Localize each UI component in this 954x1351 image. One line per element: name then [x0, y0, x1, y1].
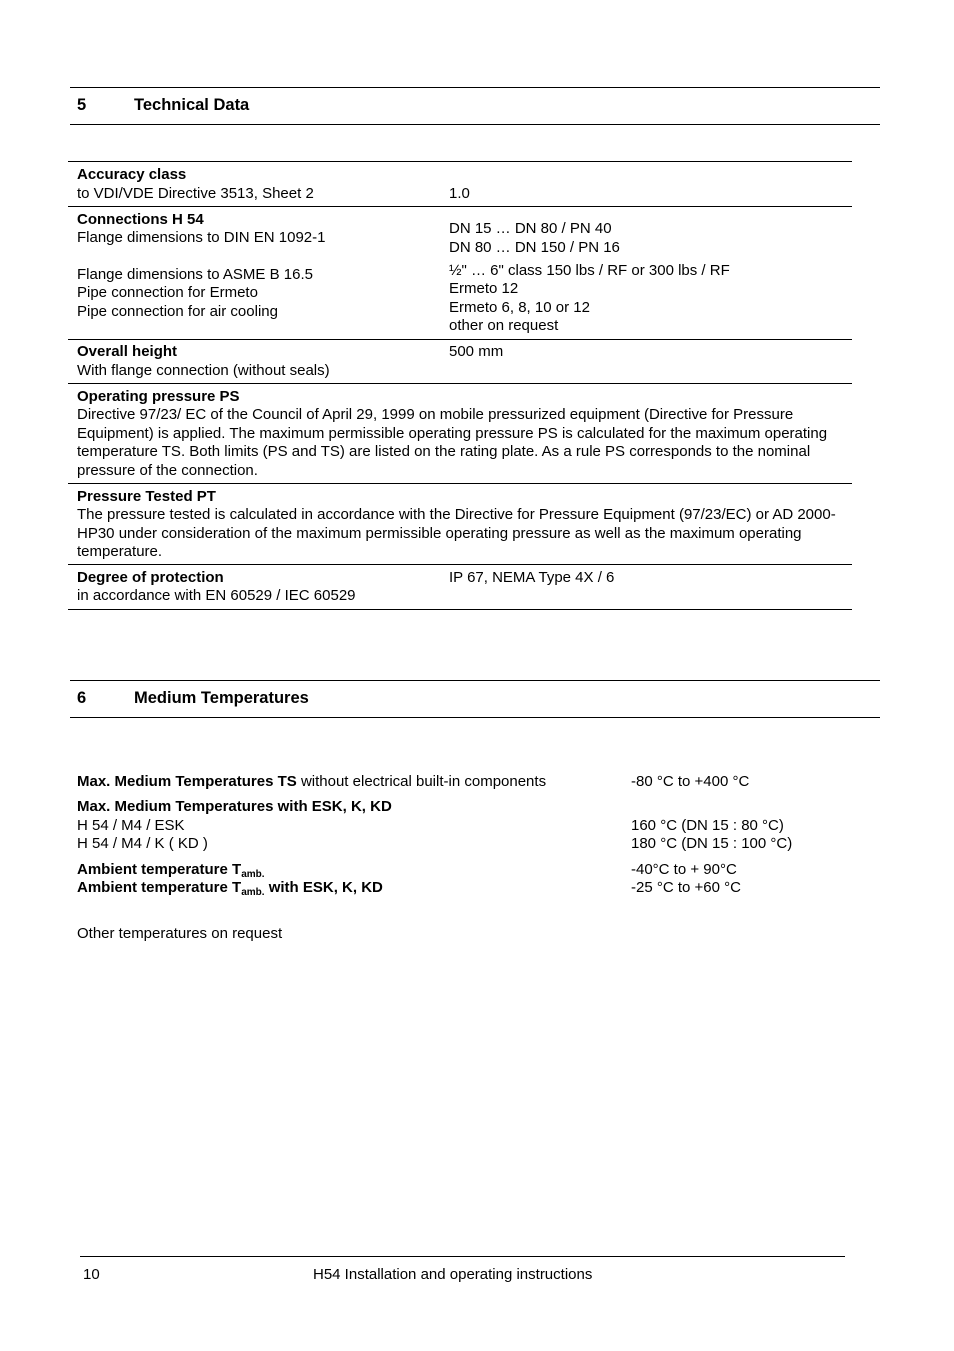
- height-value: 500 mm: [449, 343, 504, 360]
- connections-desc-ermeto: Pipe connection for Ermeto: [77, 284, 258, 301]
- height-label: Overall height: [77, 343, 178, 360]
- section5-bottom-rule: [70, 124, 880, 125]
- footer-rule: [80, 1256, 845, 1257]
- other-temperatures-note: Other temperatures on request: [77, 925, 283, 942]
- section6-bottom-rule: [70, 717, 880, 718]
- ambient2-suffix: with ESK, K, KD: [264, 879, 383, 896]
- height-desc: With flange connection (without seals): [77, 362, 330, 379]
- table-rule: [68, 339, 852, 340]
- table-rule: [68, 383, 852, 384]
- esk-line: H 54 / M4 / ESK: [77, 817, 185, 834]
- ambient-subscript: amb.: [241, 869, 265, 880]
- section6-top-rule: [70, 680, 880, 681]
- connections-desc-din: Flange dimensions to DIN EN 1092-1: [77, 229, 326, 246]
- accuracy-desc: to VDI/VDE Directive 3513, Sheet 2: [77, 185, 314, 202]
- connections-value-4: Ermeto 12: [449, 280, 519, 297]
- footer-title: H54 Installation and operating instructions: [313, 1266, 593, 1283]
- kd-line: H 54 / M4 / K ( KD ): [77, 835, 208, 852]
- ambient-value: -40°C to + 90°C: [631, 861, 737, 878]
- table-rule: [68, 609, 852, 610]
- connections-value-3: ½" … 6" class 150 lbs / RF or 300 lbs / RF: [449, 262, 730, 279]
- max-esk-label: Max. Medium Temperatures with ESK, K, KD: [77, 798, 392, 815]
- kd-value: 180 °C (DN 15 : 100 °C): [631, 835, 793, 852]
- section5-title: Technical Data: [134, 96, 250, 114]
- pressure-pt-label: Pressure Tested PT: [77, 488, 216, 505]
- section6-number: 6: [77, 689, 87, 707]
- ambient2-value: -25 °C to +60 °C: [631, 879, 741, 896]
- page-number: 10: [83, 1266, 100, 1283]
- pressure-ps-text: Directive 97/23/ EC of the Council of April 29, 1999 on mobile pressurized equipment (Directive for Pressure Equipment) is applied. The maximum permissible operating pressure PS is calculated for the maximum operating temperature TS. Both limits (PS and TS) are listed on the rating plate. As a rule PS corresponds to the nominal pressure of the connection.: [77, 406, 828, 479]
- ambient-label: [77, 861, 265, 880]
- max-ts-line: [77, 773, 546, 792]
- connections-desc-asme: Flange dimensions to ASME B 16.5: [77, 266, 313, 283]
- accuracy-label: Accuracy class: [77, 166, 187, 183]
- protection-label: Degree of protection: [77, 569, 224, 586]
- ambient2-subscript: amb.: [241, 887, 265, 898]
- protection-value: IP 67, NEMA Type 4X / 6: [449, 569, 615, 586]
- connections-value-1: DN 15 … DN 80 / PN 40: [449, 220, 612, 237]
- table-rule: [68, 161, 852, 162]
- accuracy-value: 1.0: [449, 185, 470, 202]
- connections-value-5: Ermeto 6, 8, 10 or 12: [449, 299, 590, 316]
- section6-title: Medium Temperatures: [134, 689, 309, 707]
- protection-desc: in accordance with EN 60529 / IEC 60529: [77, 587, 356, 604]
- table-rule: [68, 483, 852, 484]
- section5-number: 5: [77, 96, 87, 114]
- max-ts-value: -80 °C to +400 °C: [631, 773, 750, 790]
- ambient-prefix: Ambient temperature T: [77, 861, 242, 878]
- section5-top-rule: [70, 87, 880, 88]
- pressure-pt-text: The pressure tested is calculated in accordance with the Directive for Pressure Equipment (97/23/EC) or AD 2000-HP30 under consideration of the maximum permissible operating pressure as well as the maximum operating temperature.: [77, 506, 836, 560]
- ambient2-label: [77, 879, 383, 898]
- connections-desc-air: Pipe connection for air cooling: [77, 303, 278, 320]
- ambient2-prefix: Ambient temperature T: [77, 879, 242, 896]
- connections-label: Connections H 54: [77, 211, 204, 228]
- table-rule: [68, 564, 852, 565]
- pressure-ps-label: Operating pressure PS: [77, 388, 240, 405]
- connections-value-6: other on request: [449, 317, 559, 334]
- max-ts-label: Max. Medium Temperatures TS: [77, 773, 297, 790]
- connections-value-2: DN 80 … DN 150 / PN 16: [449, 239, 620, 256]
- esk-value: 160 °C (DN 15 : 80 °C): [631, 817, 784, 834]
- table-rule: [68, 206, 852, 207]
- max-ts-qualifier: without electrical built-in components: [296, 773, 547, 790]
